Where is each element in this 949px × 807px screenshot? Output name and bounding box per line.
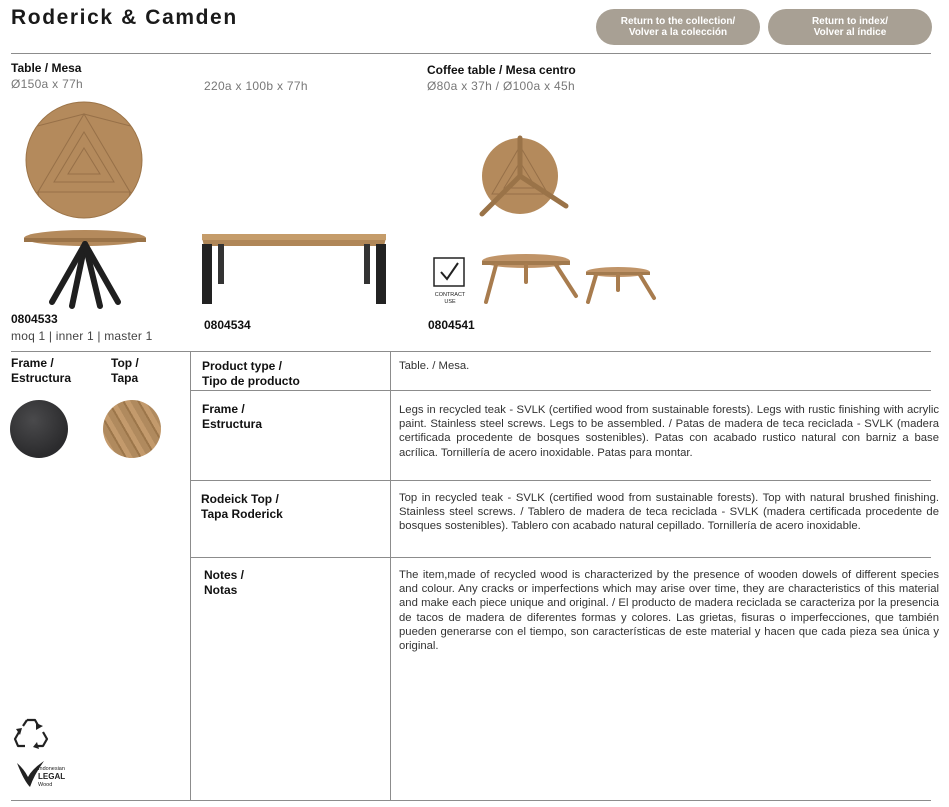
- spec-label-notes: [204, 568, 244, 598]
- contract-badge-line1: CONTRACT: [434, 292, 466, 298]
- spec-label-frame: [202, 402, 262, 432]
- round-table-top-image: [22, 100, 146, 220]
- product-code-rect-table: 0804534: [204, 318, 251, 332]
- recycle-icon: [13, 716, 49, 750]
- spec-text-notes: The item,made of recycled wood is characterized by the presence of wooden dowels of different species and colour. Any cracks or imperfections which may arise over time, they are characteristics of this material and make each piece unique and original. / El producto de madera reciclada se caracteriza por la presencia de tacos de madera de diferentes formas y colores. Las grietas, fisuras o imperfecciones, que también pueden generarse con el tiempo, son características de este material y hacen que cada pieza sea única y original.: [399, 569, 939, 653]
- round-table-side-image: [22, 228, 148, 310]
- return-to-collection-label-en: Return to the collection/: [620, 16, 736, 27]
- product-dimensions-rect-table: 220a x 100b x 77h: [204, 79, 308, 93]
- spec-label-frame-en: Frame /: [202, 402, 245, 416]
- product-dimensions-coffee-table: Ø80a x 37h / Ø100a x 45h: [427, 79, 575, 93]
- return-to-collection-label-es: Volver a la colección: [628, 27, 728, 38]
- spec-label-top: [201, 492, 283, 522]
- product-code-coffee-table: 0804541: [428, 318, 475, 332]
- spec-row-divider: [190, 390, 931, 391]
- product-moq: moq 1 | inner 1 | master 1: [11, 329, 153, 343]
- section-divider: [11, 351, 931, 352]
- top-material-label-en: Top /: [111, 356, 139, 370]
- rectangular-table-image: [198, 232, 390, 306]
- spec-text-frame: Legs in recycled teak - SVLK (certified wood from sustainable forests). Legs with rustic finishing with acrylic paint. Stainless steel screws. Legs to be assembled. / Patas de madera de teca reciclada - SVLK (madera certificada procedente de bosques sostenibles). Patas con acabado rustico natural con barniz a base acrílica. Tornillería de acero inoxidable. Patas para montar.: [399, 404, 939, 459]
- spec-label-product-type-es: Tipo de producto: [202, 374, 300, 388]
- legal-logo-line1: Indonesian: [38, 766, 65, 772]
- top-color-swatch: [103, 400, 161, 458]
- top-material-label: [111, 356, 139, 386]
- product-heading-table: Table / Mesa: [11, 61, 82, 75]
- legal-logo-line3: Wood: [38, 782, 53, 788]
- return-to-index-label-es: Volver al índice: [813, 27, 887, 38]
- spec-row-divider: [190, 480, 931, 481]
- spec-label-product-type-en: Product type /: [202, 359, 283, 373]
- frame-color-swatch: [10, 400, 68, 458]
- page-title: Roderick & Camden: [11, 6, 238, 29]
- return-to-index-label-en: Return to index/: [811, 16, 889, 27]
- spec-row-divider: [190, 557, 931, 558]
- return-to-index-button[interactable]: [768, 9, 932, 45]
- product-heading-coffee-table: Coffee table / Mesa centro: [427, 63, 576, 77]
- contract-use-icon: [431, 257, 469, 307]
- frame-material-label-es: Estructura: [11, 371, 72, 385]
- spec-table-left-border: [190, 352, 191, 800]
- product-dimensions-round-table: Ø150a x 77h: [11, 77, 84, 91]
- spec-label-product-type: [202, 359, 300, 389]
- spec-label-notes-es: Notas: [204, 583, 238, 597]
- coffee-tables-side-image: [478, 252, 662, 308]
- contract-badge-line2: USE: [444, 299, 456, 305]
- spec-text-top: Top in recycled teak - SVLK (certified wood from sustainable forests). Top with natural brushed finishing. Stainless steel screws. / Tablero de madera de teca reciclada - SVLK (madera certificada procedente de bosques sostenibles). Tablero con acabado natural cepillado. Tornillería de acero inoxidable.: [399, 492, 939, 533]
- return-to-collection-button[interactable]: [596, 9, 760, 45]
- indonesian-legal-wood-logo: [14, 757, 76, 791]
- spec-label-top-es: Tapa Roderick: [201, 507, 283, 521]
- frame-material-label-en: Frame /: [11, 356, 54, 370]
- spec-text-product-type: Table. / Mesa.: [399, 360, 470, 372]
- coffee-table-top-image: [476, 132, 572, 228]
- spec-table-divider: [390, 352, 391, 800]
- spec-label-frame-es: Estructura: [202, 417, 263, 431]
- spec-label-top-en: Rodeick Top /: [201, 492, 279, 506]
- legal-logo-line2: LEGAL: [38, 772, 66, 781]
- product-code-round-table: 0804533: [11, 312, 58, 326]
- top-material-label-es: Tapa: [111, 371, 139, 385]
- footer-divider: [11, 800, 931, 801]
- spec-label-notes-en: Notes /: [204, 568, 245, 582]
- frame-material-label: [11, 356, 71, 386]
- header-divider: [11, 53, 931, 54]
